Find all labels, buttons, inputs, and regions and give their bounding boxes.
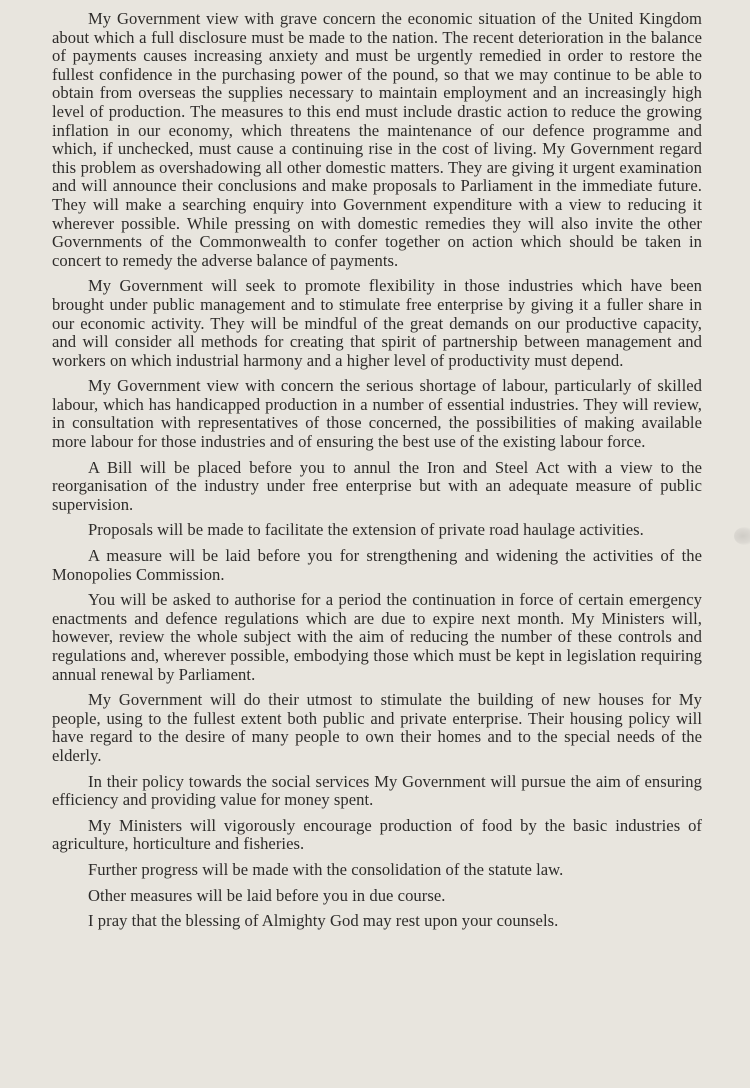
paragraph-economic-situation: My Government view with grave concern the economic situation of the United Kingdom about which a full disclosure must be made to the nation. The recent deterioration in the balance of payments causes increasing anxiety and must be urgently remedied in order to restore the fullest confidence in the purchasing power of the pound, so that we may continue to be able to obtain from overseas the supplies necessary to maintain employment and an increasingly high level of production. The measures to this end must include drastic action to reduce the growing inflation in our economy, which threatens the maintenance of our defence programme and which, if unchecked, must cause a continuing rise in the cost of living. My Government regard this problem as overshadowing all other domestic matters. They are giving it urgent examination and will announce their conclusions and make proposals to Parliament in the immediate future. They will make a searching enquiry into Government expenditure with a view to reducing it wherever possible. While pressing on with domestic remedies they will also invite the other Governments of the Commonwealth to confer together on action which should be taken in concert to remedy the adverse balance of payments. <box>52 9 702 270</box>
paragraph-monopolies-commission: A measure will be laid before you for strengthening and widening the activities of the Monopolies Commission. <box>52 546 702 584</box>
paragraph-other-measures: Other measures will be laid before you in due course. <box>88 885 446 905</box>
page-edge-mark <box>734 527 750 545</box>
paragraph-iron-steel-bill: A Bill will be placed before you to annul the Iron and Steel Act with a view to the reorganisation of the industry under free enterprise but with an adequate measure of public supervision. <box>52 457 702 514</box>
paragraph-road-haulage: Proposals will be made to facilitate the extension of private road haulage activities. <box>88 520 644 540</box>
paragraph-housing: My Government will do their utmost to stimulate the building of new houses for My people, using to the fullest extent both public and private enterprise. Their housing policy will have regard to the desire of many people to own their homes and to the special needs of the elderly. <box>52 690 702 765</box>
paragraph-social-services: In their policy towards the social services My Government will pursue the aim of ensuring efficiency and providing value for money spent. <box>52 771 702 810</box>
paragraph-statute-law: Further progress will be made with the consolidation of the statute law. <box>88 859 564 879</box>
paragraph-labour-shortage: My Government view with concern the serious shortage of labour, particularly of skilled labour, which has handicapped production in a number of essential industries. They will review, in consultation with representatives of those concerned, the possibilities of making available more labour for those industries and of ensuring the best use of the existing labour force. <box>52 376 702 452</box>
paragraph-public-management: My Government will seek to promote flexibility in those industries which have been brought under public management and to stimulate free enterprise by giving it a fuller share in our economic activity. They will be mindful of the great demands on our productive capacity, and will consider all methods for creating that spirit of partnership between management and workers on which industrial harmony and a higher level of productivity must depend. <box>52 276 702 370</box>
paragraph-emergency-enactments: You will be asked to authorise for a period the continuation in force of certain emergency enactments and defence regulations which are due to expire next month. My Ministers will, however, review the whole subject with the aim of reducing the number of these controls and regulations and, wherever possible, embodying those which must be kept in legislation requiring annual renewal by Parliament. <box>52 590 702 684</box>
document-page <box>52 10 702 938</box>
paragraph-food-production: My Ministers will vigorously encourage production of food by the basic industries of agriculture, horticulture and fisheries. <box>52 815 702 854</box>
paragraph-closing-prayer: I pray that the blessing of Almighty God may rest upon your counsels. <box>88 911 559 931</box>
